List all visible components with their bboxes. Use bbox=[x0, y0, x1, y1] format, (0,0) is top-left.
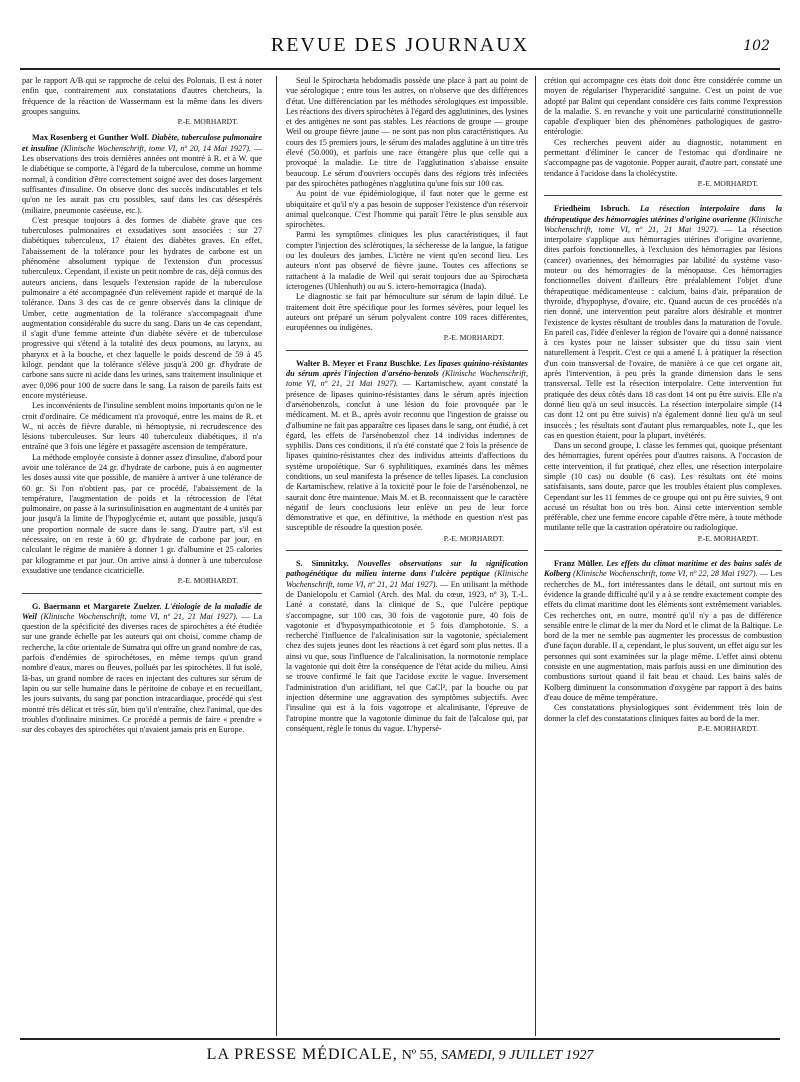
paragraph: — Les observations des trois dernières années ont montré à R. et à W. que le diabétique se comporte, à l'égard de la tuberculose, comme un homme normal, à condition d'être correctement soigné avec des doses largement suffisantes d'insuline. On observe donc des succès indiscutables et tels qu'on ne les aurait pas cru possibles, sauf dans les cas désespérés (miliaire, pneumonie caséeuse, etc.). bbox=[22, 143, 262, 215]
article-heading bbox=[544, 559, 782, 703]
article-title: La résection interpolaire dans la thérapeutique des hémorragies utérines d'origine ovarienne bbox=[544, 204, 783, 224]
page-header bbox=[20, 28, 780, 64]
paragraph: C'est presque toujours à des formes de diabète grave que ces tuberculoses pulmonaires et exsudatives sont associées : sur 27 diabétiques tuberculeux, 17 étaient des diabètes graves. En effet, l'abaissement de la tolérance pour les hydrates de carbone est un phénomène absolument typique de l'extension d'un processus tuberculeux. Cependant, il existe un petit nombre de cas, déjà connus des auteurs anciens, dans lesquels l'extension rapide de la tuberculose pulmonaire a été accompagnée d'un relèvement rapide et marqué de la tolérance. Dans 3 des cas de ce genre observés dans la clinique de Umber, cette augmentation de la tolérance s'accompagnait d'une augmentation considérable du sucre du sang. Dans un 4e cas cependant, il s'agit d'une femme atteinte d'un diabète sévère et de tuberculose progressive qui s'étend à la totalité des deux poumons, au larynx, au pharynx et à la bouche, et chez laquelle le poids descend de 59 à 45 kilogr. pendant que la tolérance s'élève jusqu'à 200 gr. d'hydrate de carbone sans sucre ni acide dans les urines, sans traitement insulinique et avec 0,096 pour 100 de sucre dans le sang. La raison de pareils faits est encore mystérieuse. bbox=[22, 215, 262, 400]
signature: P.-E. MORHARDT. bbox=[443, 533, 504, 543]
article-heading bbox=[286, 359, 528, 534]
paragraph: par le rapport A/B qui se rapproche de celui des Polonais. Il est à noter enfin que, contrairement aux constatations d'autres chercheurs, la fréquence de la réaction de Wassermann est la même dans les divers groupes sanguins. bbox=[22, 76, 262, 116]
article-separator bbox=[544, 195, 782, 196]
paragraph: Seul le Spirochæta hebdomadis possède une place à part au point de vue sérologique ; entre tous les autres, on n'observe que des différences d'état. Une différenciation par les méthodes sérologiques est impossible. Les réactions des divers spirochètes à l'égard des agglutinines, des lysines et des antigènes ne sont pas stables. Les réactions de groupe — groupe Weil ou groupe fièvre jaune — ne sont pas non plus caractéristiques. Au cours des 15 premiers jours, le sérum des malades agglutine à un titre très élevé (50.000), et parfois une race étrangère plus que celle qui a provoqué la maladie. Le titre de l'agglutination s'abaisse ensuite beaucoup. Le sérum d'ouvriers occupés dans des régions très infectées par des spirochètes pathogènes n'agglutina qu'une fois sur 100 cas. bbox=[286, 76, 528, 188]
article-authors: S. Simnitzky. bbox=[296, 559, 349, 569]
paragraph: — La question de la spécificité des diverses races de spirochètes a été étudiée sur une grande échelle par les auteurs qui ont choisi, comme champ de recherche, la côte orientale de Sumatra qui offre un grand nombre de cas, parfois d'endémies de spirochétoses, en même temps qu'un grand nombre d'eaux, mares ou fleuves, pollués par les spirochètes. Il fut isolé, là-bas, un grand nombre de races en injectant des cultures sur sérum de lapin ou sur selle humaine dans le péritoine de cobaye et en recueillant, les jours suivants, du sang par ponction intracardiaque, procédé qui s'est montré très délicat et très sûr, bien qu'il n'entraîne, chez l'animal, que des troubles d'ordinaire minimes. Ce procédé a permis de faire « prendre » sur des cobayes des spirochètes qui n'avaient jamais pris en Europe. bbox=[22, 611, 263, 735]
column-divider bbox=[276, 76, 277, 1036]
column-divider bbox=[535, 76, 536, 1036]
issue-number: Nº 55, bbox=[401, 1048, 438, 1063]
column-middle bbox=[286, 76, 528, 734]
article-reference: (Klinische Wochenschrift, tome VI, nº 21, 21 Mai 1927). bbox=[544, 214, 782, 234]
article-heading bbox=[22, 133, 262, 215]
article-reference: (Klinische Wochenschrift, tome VI, nº 22, 28 Mai 1927). bbox=[573, 569, 758, 579]
paragraph: Dans un second groupe, I. classe les femmes qui, quoique présentant des hémorragies, furent opérées pour d'autres raisons. A l'occasion de cette intervention, il fut pratiqué, chez elles, une résection interpolaire simple (10 cas) ou double (6 cas). Les résultats ont été moins satisfaisants, sans doute, parce que les troubles étaient plus complexes. Cependant sur les 11 femmes de ce groupe qui ont pu être suivies, 9 ont accusé un résultat bon ou très bon. Ainsi cette intervention semble préférable, chez une femme encore capable d'être mère, à toute méthode mutilante telle que la castration opératoire ou radiologique. bbox=[544, 441, 782, 533]
signature: P.-E. MORHARDT. bbox=[697, 533, 758, 543]
article-authors: Franz Müller. bbox=[554, 559, 604, 569]
article-heading bbox=[544, 204, 782, 441]
paragraph: Au point de vue épidémiologique, il faut noter que le germe est ubiquitaire et qu'il n'y a pas besoin de supposer l'existence d'un réservoir animal quelconque. C'est l'homme qui paraît l'être le plus sensible aux spirochètes. bbox=[286, 189, 528, 230]
article-separator bbox=[286, 350, 528, 351]
article-title: Les effets du climat maritime et des bains salés de Kolberg bbox=[544, 559, 782, 579]
article-title: Nouvelles observations sur la signification pathogénétique du milieu interne dans l'ulcère peptique bbox=[286, 559, 528, 579]
article-reference: (Klinische Wochenschrift, tome VI, nº 21, 21 Mai 1927). bbox=[286, 369, 528, 389]
paragraph: La méthode employée consiste à donner assez d'insuline, d'abord pour avoir une tolérance de 24 gr. d'hydrate de carbone, puis à en augmenter les doses aussi vite que possible, de manière à arriver à une tolérance de 60 gr. Si l'on n'obtient pas, par ce procédé, l'abaissement de la température, l'augmentation de poids et la rétrocession de l'état pulmonaire, on passe à la surinsulinisation en augmentant de 4 unités par jour jusqu'à la limite de l'hypoglycémie et, autant que possible, jusqu'à une proportion normale de sucre dans le sang. D'autre part, s'il est nécessaire, on en reste à 60 gr. d'hydrate de carbone par jour, en calculant le régime de manière à donner 1 gr. d'albumine et 25 calories par kilogramme et par jour. On arrive ainsi à donner à une tuberculose exsudative une tendance cicatricielle. bbox=[22, 452, 262, 575]
article-heading bbox=[22, 602, 262, 736]
signature: P.-E. MORHARDT. bbox=[177, 576, 238, 586]
footer-rule bbox=[20, 1038, 780, 1040]
article-authors: G. Baermann et Margarete Zuelzer. bbox=[32, 601, 162, 611]
page-footer bbox=[20, 1046, 780, 1064]
paragraph: crétion qui accompagne ces états doit donc être considérée comme un moyen de régulariser l'hyperacidité sanguine. C'est un point de vue adopté par Balint qui cependant considère ces faits comme l'expression de la maladie. S. en revanche y voit une particularité constitutionnelle capable d'expliquer bien des phénomènes pathologiques de gastro-entérologie. bbox=[544, 76, 782, 137]
paragraph: Ces recherches peuvent aider au diagnostic, notamment en permettant d'éliminer le cancer de l'estomac qui d'ordinaire ne s'accompagne pas de vagotonie. Popper aurait, d'autre part, constaté une tendance à l'acidose dans la cholécystite. bbox=[544, 137, 782, 178]
paragraph: Le diagnostic se fait par hémoculture sur sérum de lapin dilué. Le traitement doit être spécifique pour les formes sévères, pour lequel les auteurs ont préparé un sérum polyvalent contre 109 races différentes, européennes ou indigènes. bbox=[286, 292, 528, 333]
running-title: REVUE DES JOURNAUX bbox=[270, 34, 530, 56]
page-number: 102 bbox=[743, 38, 770, 54]
article-separator bbox=[544, 550, 782, 551]
article-authors: Max Rosenberg et Gunther Wolf. bbox=[32, 133, 150, 143]
article-title: Les lipases quinino-résistantes du sérum après l'injection d'arséno-benzols bbox=[286, 358, 528, 379]
paragraph: Les inconvénients de l'insuline semblent moins importants qu'on ne le croit d'ordinaire. Ce médicament n'a provoqué, entre les mains de R. et W., ni accès de fièvre durable, ni hémoptysie, ni recrudescence des lésions tuberculeuses. Sur leurs 40 tuberculeux diabétiques, il n'a entraîné que 3 fois une légère et passagère ascension de température. bbox=[22, 401, 262, 452]
header-rule bbox=[20, 68, 780, 70]
paragraph: Parmi les symptômes cliniques les plus caractéristiques, il faut compter l'injection des sclérotiques, la sécheresse de la langue, la fatigue ou les douleurs des jambes. L'ictère ne vient qu'en second lieu. Les auteurs n'ont pas observé de fièvre jaune. Toutes ces affections se rattachent à la maladie de Weil qui serait toujours due au Spirochæta icterogenes (Uhlenhuth) ou au S. ictero-hemorragica (Inada). bbox=[286, 230, 528, 291]
paragraph: — La résection interpolaire s'applique aux hémorragies utérines d'origine ovarienne, dites parfois fonctionnelles, à l'exclusion des hémorragies par lésions (cancer) ovariennes, des hémorragies par labilité du système vaso-moteur ou des hémorragies de la ménopause. Ces hémorragies fonctionnelles doivent d'ailleurs être préalablement l'objet d'une thérapeutique médicamenteuse : calcium, bains d'air, préparation de thyroïde, d'hypophyse, d'ovaire, etc. Quand aucun de ces procédés n'a rien donné, une intervention peut paraître alors désirable et montrer l'existence de kystes résultant de troubles dans la maturation de l'ovule. En pareil cas, l'idée d'enlever la région de l'ovaire qui a donné naissance à ces kystes pour ne laisser subsister que du tissu sain vient naturellement à l'esprit. C'est ce qui a amené I. à pratiquer la résection d'un coin transversal de l'ovaire, de manière à ce que cet organe ait, après l'intervention, à peu près la grande dimension dans le sens transversal. Telle est la résection interpolaire. Cette intervention fut pratiquée des deux côtés dans 18 cas dont 14 ont pu être suivis. Elle n'a donné lieu qu'à un seul insuccès. La résection interpolaire simple (14 cas dont 12 ont pu être suivis) n'a également donné lieu qu'à un seul insuccès ; les résultats sont d'autant plus remarquables, note I., que les cas en question étaient, pour la plupart, invétérés. bbox=[544, 224, 783, 440]
signature: P.-E. MORHARDT. bbox=[443, 333, 504, 343]
article-reference: (Klinische Wochenschrift, tome VI, nº 21, 21 Mai 1927). bbox=[40, 611, 238, 621]
article-authors: Walter B. Meyer et Franz Buschke. bbox=[296, 358, 422, 368]
signature: P.-E. MORHARDT. bbox=[177, 117, 238, 127]
signature: P.-E. MORHARDT. bbox=[697, 178, 758, 188]
article-title: Diabète, tuberculose pulmonaire et insuline bbox=[22, 133, 262, 153]
issue-date: SAMEDI, 9 JUILLET 1927 bbox=[441, 1048, 594, 1063]
column-left bbox=[22, 76, 262, 735]
article-separator bbox=[286, 550, 528, 551]
article-title: L'étiologie de la maladie de Weil bbox=[22, 601, 262, 621]
column-right bbox=[544, 76, 782, 740]
paragraph: — Kartamischew, ayant constaté la présence de lipases quinino-résistantes dans le sérum après injection d'arsénobenzols, conclut à une lésion du foie provoquée par le médicament. M. et B., après avoir reconnu que l'ingestion de graisse ou d'albumine ne fait pas apparaître ces lipases dans le sang, ont étudié, à cet égard, les effets de l'arsénobenzol chez 14 individus indemnes de syphilis. Dans ces conditions, il n'a été constaté que 2 fois la présence de lipases quinino-résistantes chez des individus atteints d'affections du système uropoïétique. Sur 6 syphilitiques, examinés dans les mêmes conditions, un seul manifesta la présence de telles lipases. La conclusion de Kartamischew, relative à la toxicité pour le foie de l'arsénobenzol, ne saurait donc être maintenue. Mais M. et B. reconnaissent que le caractère négatif de leurs conclusions leur enlève un peu de leur force démonstrative et que, en définitive, la méthode en question n'est pas susceptible de résoudre la question posée. bbox=[286, 379, 528, 533]
article-reference: (Klinische Wochenschrift, tome VI, nº 21, 21 Mai 1927). bbox=[286, 569, 529, 589]
signature: P.-E. MORHARDT. bbox=[697, 723, 758, 733]
article-separator bbox=[22, 593, 262, 594]
journal-name: LA PRESSE MÉDICALE, bbox=[206, 1046, 398, 1063]
article-reference: (Klinische Wochenschrift, tome VI, nº 20, 14 Mai 1927). bbox=[60, 143, 251, 153]
paragraph: Ces constatations physiologiques sont évidemment très loin de donner la clef des constatations cliniques faites au bord de la mer. bbox=[544, 703, 782, 723]
paragraph: — En utilisant la méthode de Danielopolu et Carniol (Arch. des Mal. du cœur, 1923, nº 3), T.-L. Lanè a constaté, dans la clinique de S., que l'ulcère peptique s'accompagne, sur 100 cas, 30 fois de vagotonie pure, 40 fois de vagotonie et d'hyposympathicotonie et 5 fois d'amphotonie. S. a recherché l'influence de l'alcalinisation sur la vagotonie, spécialement chez des sujets jeunes dont les réactions à cet égard sont plus nettes. Il a ainsi vu que, sous l'influence de l'alcalinisation, la normotonie remplace la vagotonie qui doit être la conséquence de l'état acide du milieu. Ainsi se trouve confirmé le fait que l'acidose excite le vague. Inversement l'administration d'un acidifiant, tel que CaCl², par la bouche ou par injection détermine une aggravation des symptômes subjectifs. Avec l'insuline qui est à la fois vagotrope et alcalinisante, l'épreuve de l'atropine montre que la vagotonie diminue du fait de l'alcalose qui, par conséquent, règle le tonus du vague. L'hypersé- bbox=[286, 579, 528, 733]
article-authors: Friedheim Isbruch. bbox=[554, 204, 630, 214]
article-heading bbox=[286, 559, 528, 734]
paragraph: — Les recherches de M., fort intéressantes dans le détail, ont surtout mis en évidence la grande difficulté qu'il y a à se rendre exactement compte des effets du climat maritime dont les éléments sont extrêmement variables. Ces recherches ont, en outre, montré qu'il n'y a pas de différence sensible entre le climat de la mer du Nord et le climat de la Baltique. Le bord de la mer ne semble pas augmenter les processus de combustion d'une façon durable. Il a, cependant, le plus souvent, un effet aigu sur les personnes qui sont examinées sur la plage même. L'effet ainsi obtenu consiste en une augmentation, mais parfois aussi en une diminution des combustions surtout quand il fait beau et chaud. Les bains salés de Kolberg diminuent la consommation d'oxygène par rapport à des bains d'eau douce de même température. bbox=[544, 569, 783, 702]
